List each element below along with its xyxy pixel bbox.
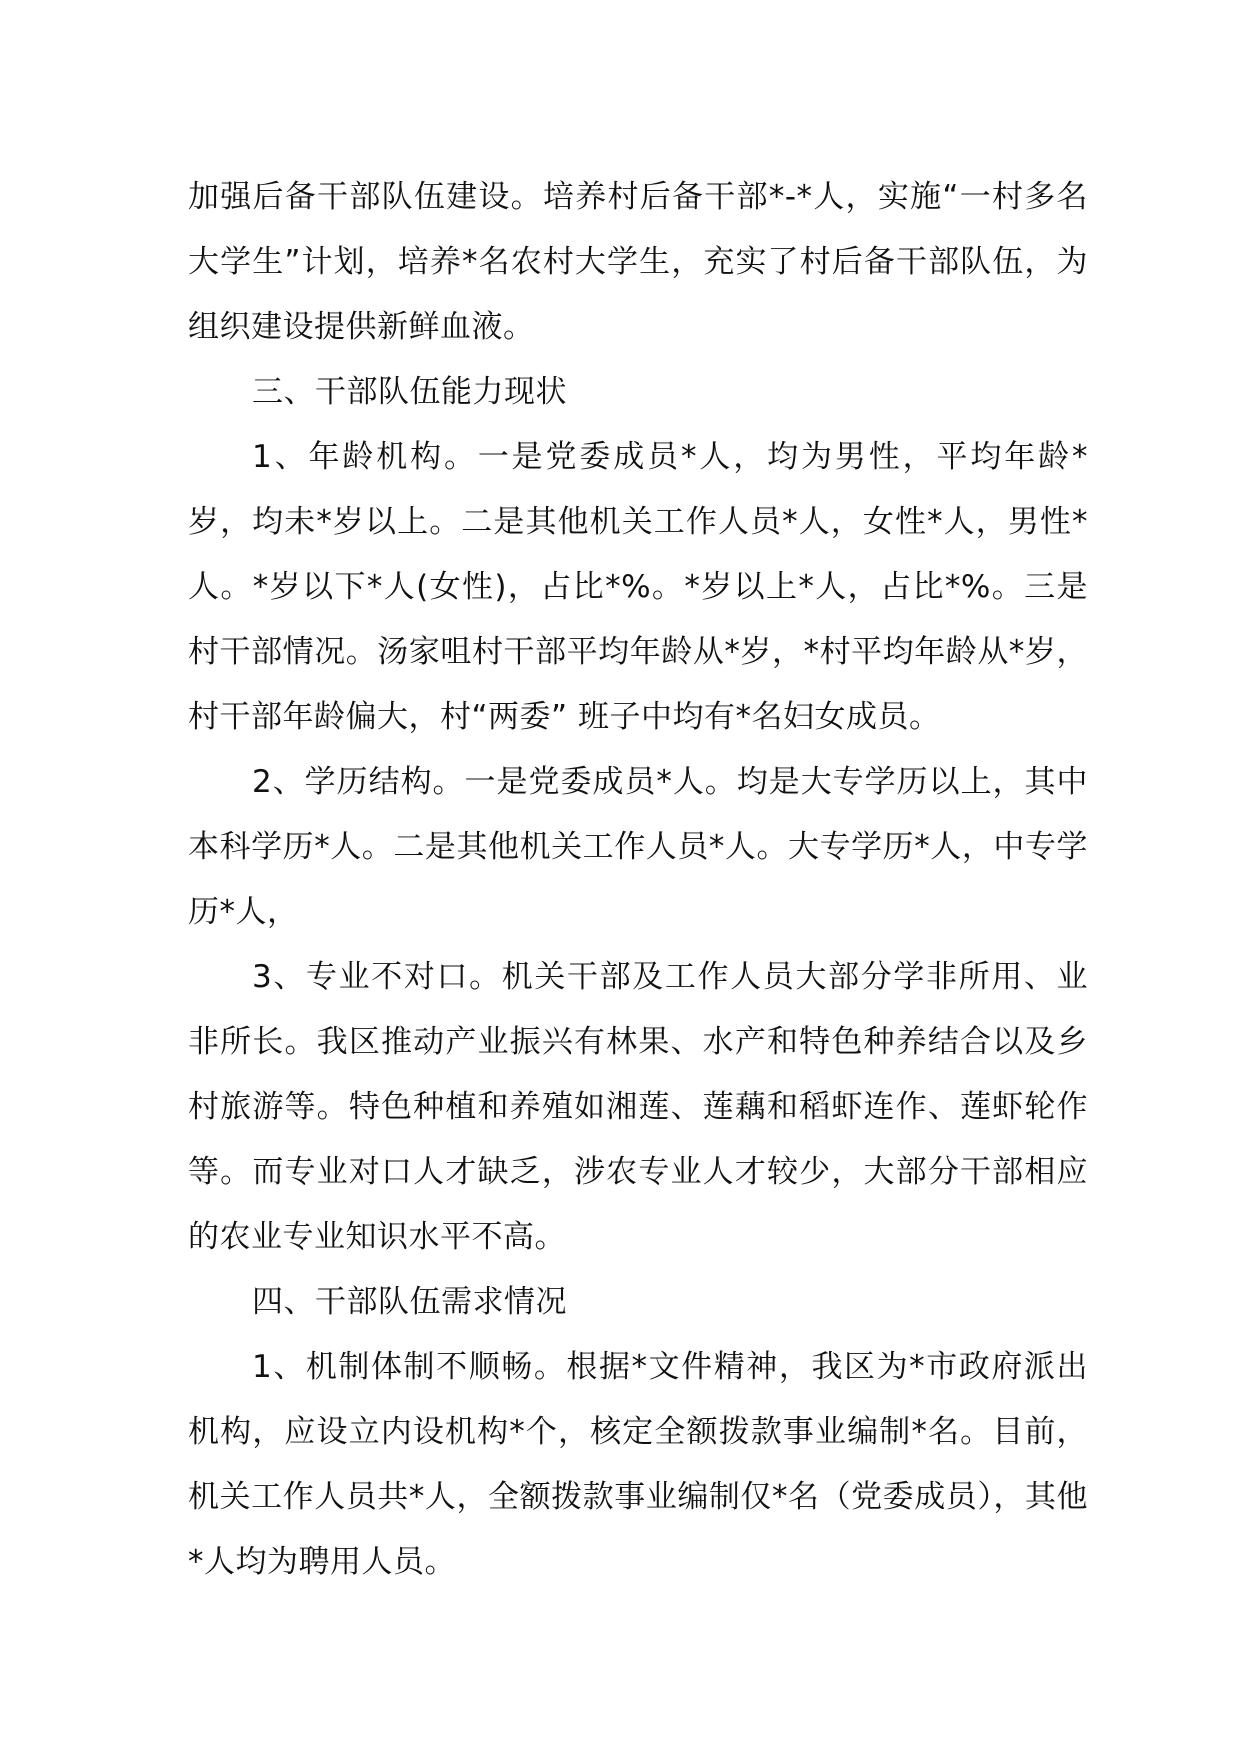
paragraph-mechanism-system: 1、机制体制不顺畅。根据*文件精神，我区为*市政府派出机构，应设立内设机构*个，核定全额拨款事业编制*名。目前，机关工作人员共*人，全额拨款事业编制仅*名（党委成员），其他*人均为聘用人员。 [188,1349,1088,1580]
paragraph-major-mismatch: 3、专业不对口。机关干部及工作人员大部分学非所用、业非所长。我区推动产业振兴有林果、水产和特色种养结合以及乡村旅游等。特色种植和养殖如湘莲、莲藕和稻虾连作、莲虾轮作等。而专业对口人才缺乏，涉农专业人才较少，大部分干部相应的农业专业知识水平不高。 [188,959,1088,1255]
paragraph-education-structure: 2、学历结构。一是党委成员*人。均是大专学历以上，其中本科学历*人。二是其他机关工作人员*人。大专学历*人，中专学历*人， [188,764,1088,930]
paragraph-age-structure: 1、年龄机构。一是党委成员*人，均为男性，平均年龄*岁，均未*岁以上。二是其他机关工作人员*人，女性*人，男性*人。*岁以下*人(女性)，占比*%。*岁以上*人，占比*%。三是村干部情况。汤家咀村干部平均年龄从*岁，*村平均年龄从*岁，村干部年龄偏大，村“两委” 班子中均有*名妇女成员。 [188,439,1088,735]
document-body [188,165,1088,1595]
heading-section-four: 四、干部队伍需求情况 [252,1284,567,1320]
paragraph-reserve-cadres: 加强后备干部队伍建设。培养村后备干部*-*人，实施“一村多名大学生”计划，培养*名农村大学生，充实了村后备干部队伍，为组织建设提供新鲜血液。 [188,179,1088,345]
heading-section-three: 三、干部队伍能力现状 [252,374,567,410]
